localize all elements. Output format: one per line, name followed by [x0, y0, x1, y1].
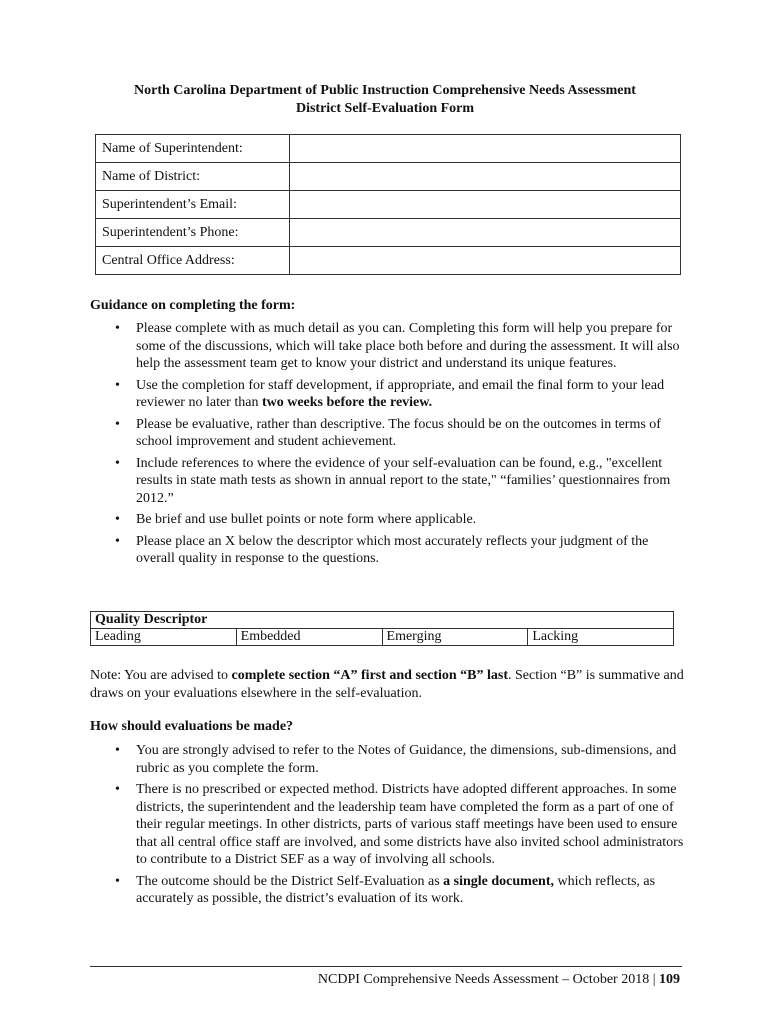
list-item-text: Use the completion for staff development, if appropriate, and email the final form to your lead reviewer no later than [136, 377, 665, 410]
list-item: • Be brief and use bullet points or note form where applicable. [90, 511, 690, 529]
quality-descriptor-header: Quality Descriptor [91, 612, 674, 629]
list-item: • There is no prescribed or expected method. Districts have adopted different approaches. In some districts, the superintendent and the leadership team have completed the form as a part of one of their regular meetings. In other districts, parts of various staff meetings have been used to ensure that all central office staff are involved, and some districts have also invited school administrators to contribute to a District SEF as a way of involving all schools. [90, 781, 690, 869]
quality-descriptor-table [90, 611, 674, 646]
field-label: Name of District: [96, 163, 290, 191]
evaluations-heading: How should evaluations be made? [90, 719, 294, 734]
single-document-emphasis: a single document, [443, 873, 554, 889]
superintendent-name-field[interactable] [290, 135, 681, 163]
list-item: • Please place an X below the descriptor which most accurately reflects your judgment of the overall quality in response to the questions. [90, 533, 690, 568]
deadline-emphasis: two weeks before the review. [261, 395, 433, 410]
note-text-end: . Section “B” is summative and draws on your evaluations elsewhere in the self-evaluation. [90, 668, 684, 701]
central-office-address-field[interactable] [290, 247, 681, 275]
table-row [96, 219, 681, 247]
list-item: • Please be evaluative, rather than descriptive. The focus should be on the outcomes in terms of school improvement and student achievement. [90, 416, 690, 451]
page-number: 109 [659, 972, 680, 987]
note-emphasis: complete section “A” first and section “B” last [231, 668, 509, 683]
field-label: Superintendent’s Phone: [96, 219, 290, 247]
field-label: Central Office Address: [96, 247, 290, 275]
superintendent-info-table [95, 134, 681, 275]
title-line-1: North Carolina Department of Public Instruction Comprehensive Needs Assessment [134, 83, 636, 98]
footer-divider [90, 966, 682, 967]
table-row [96, 191, 681, 219]
table-row [96, 135, 681, 163]
superintendent-phone-field[interactable] [290, 219, 681, 247]
evaluations-list [90, 742, 690, 912]
field-label: Superintendent’s Email: [96, 191, 290, 219]
guidance-heading: Guidance on completing the form: [90, 298, 296, 313]
level-leading[interactable]: Leading [91, 629, 237, 646]
list-item-text: The outcome should be the District Self-Evaluation as [136, 873, 444, 889]
list-item [90, 873, 690, 908]
table-row [96, 163, 681, 191]
footer-text: NCDPI Comprehensive Needs Assessment – October 2018 | [317, 972, 659, 987]
title-line-2: District Self-Evaluation Form [295, 101, 475, 116]
list-item: • You are strongly advised to refer to the Notes of Guidance, the dimensions, sub-dimensions, and rubric as you complete the form. [90, 742, 690, 777]
list-item [90, 377, 690, 412]
guidance-list [90, 320, 690, 572]
superintendent-email-field[interactable] [290, 191, 681, 219]
list-item: • Please complete with as much detail as you can. Completing this form will help you prepare for some of the discussions, which will take place both before and during the assessment. It will also help the assessment team get to know your district and understand its unique features. [90, 320, 690, 373]
level-lacking[interactable]: Lacking [528, 629, 674, 646]
note-text: Note: You are advised to [90, 668, 232, 683]
district-name-field[interactable] [290, 163, 681, 191]
level-embedded[interactable]: Embedded [236, 629, 382, 646]
form-title [90, 82, 680, 118]
table-row [96, 247, 681, 275]
table-row [91, 629, 674, 646]
table-row [91, 612, 674, 629]
list-item-text-end: which reflects, as accurately as possible, the district’s evaluation of its work. [136, 873, 656, 906]
list-item: • Include references to where the evidence of your self-evaluation can be found, e.g., "excellent results in state math tests as shown in annual report to the state," “families’ questionnaires from 2012.” [90, 455, 690, 508]
level-emerging[interactable]: Emerging [382, 629, 528, 646]
page-footer [318, 972, 680, 988]
note-paragraph [90, 667, 690, 702]
field-label: Name of Superintendent: [96, 135, 290, 163]
